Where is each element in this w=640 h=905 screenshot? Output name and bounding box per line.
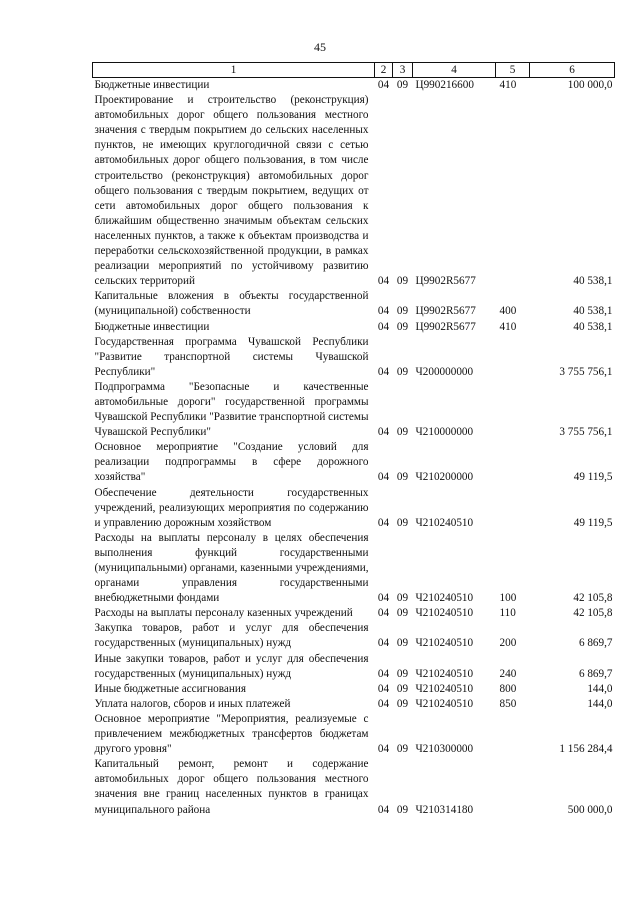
header-col-section: 2 <box>375 63 393 78</box>
row-amount: 42 105,8 <box>573 607 613 620</box>
row-subsection: 09 <box>396 667 409 680</box>
row-subsection: 09 <box>396 365 409 378</box>
page-number: 45 <box>314 40 326 54</box>
row-target-article: Ч210240510 <box>415 682 474 695</box>
row-target-article: Ц9902R5677 <box>415 275 476 288</box>
table-row <box>93 78 615 94</box>
row-name: Иные закупки товаров, работ и услуг для обеспечения государственных (муниципальных) нужд <box>94 652 369 680</box>
row-expense-type: 850 <box>499 697 517 710</box>
row-section: 04 <box>377 667 390 680</box>
row-amount: 40 538,1 <box>573 275 613 288</box>
row-section: 04 <box>377 305 390 318</box>
row-expense-type <box>496 440 530 485</box>
row-name: Основное мероприятие "Создание условий для реализации подпрограммы в сфере дорожного хозяйства" <box>94 441 369 484</box>
row-name: Уплата налогов, сборов и иных платежей <box>94 697 291 710</box>
row-expense-type: 410 <box>499 79 517 91</box>
row-section: 04 <box>377 365 390 378</box>
row-expense-type: 100 <box>499 592 517 605</box>
row-expense-type: 240 <box>499 667 517 680</box>
row-subsection: 09 <box>396 592 409 605</box>
row-expense-type <box>496 757 530 817</box>
table-body <box>93 78 615 818</box>
row-name: Закупка товаров, работ и услуг для обеспечения государственных (муниципальных) нужд <box>94 622 369 650</box>
row-expense-type: 200 <box>499 637 517 650</box>
row-subsection: 09 <box>396 305 409 318</box>
row-target-article: Ч210240510 <box>415 697 474 710</box>
row-name: Капитальные вложения в объекты государственной (муниципальной) собственности <box>94 290 369 318</box>
row-amount: 49 119,5 <box>573 516 613 529</box>
row-section: 04 <box>377 743 390 756</box>
table-row <box>93 320 615 335</box>
table-row <box>93 652 615 682</box>
row-section: 04 <box>377 697 390 710</box>
table-row <box>93 380 615 440</box>
table-header-row <box>93 63 615 78</box>
table-row <box>93 486 615 531</box>
row-subsection: 09 <box>396 803 409 816</box>
row-amount: 144,0 <box>587 682 613 695</box>
row-target-article: Ч200000000 <box>415 365 474 378</box>
row-target-article: Ц9902R5677 <box>415 305 476 318</box>
row-section: 04 <box>377 275 390 288</box>
row-subsection: 09 <box>396 697 409 710</box>
row-name: Основное мероприятие "Мероприятия, реализуемые с привлечением межбюджетных трансфертов бюджетам другого уровня" <box>94 712 369 756</box>
row-amount: 1 156 284,4 <box>559 743 613 756</box>
row-subsection: 09 <box>396 320 409 333</box>
row-target-article: Ц990216600 <box>415 79 474 91</box>
row-name: Подпрограмма "Безопасные и качественные автомобильные дороги" государственной программы Чувашской Республики "Развитие транспортной системы Чувашской Республики" <box>94 380 369 439</box>
table-row <box>93 289 615 319</box>
row-section: 04 <box>377 471 390 484</box>
header-col-target-article: 4 <box>413 63 496 78</box>
row-amount: 6 869,7 <box>578 637 613 650</box>
row-section: 04 <box>377 637 390 650</box>
header-col-subsection: 3 <box>393 63 413 78</box>
row-subsection: 09 <box>396 79 409 91</box>
row-expense-type <box>496 93 530 289</box>
row-subsection: 09 <box>396 743 409 756</box>
row-amount: 500 000,0 <box>567 803 613 816</box>
budget-table <box>92 62 615 818</box>
row-name: Иные бюджетные ассигнования <box>94 682 246 695</box>
row-target-article: Ч210314180 <box>415 803 474 816</box>
row-section: 04 <box>377 320 390 333</box>
row-section: 04 <box>377 592 390 605</box>
row-target-article: Ч210240510 <box>415 592 474 605</box>
row-name: Капитальный ремонт, ремонт и содержание автомобильных дорог общего пользования местного значения вне границ населенных пунктов в границах муниципального района <box>94 758 369 816</box>
row-subsection: 09 <box>396 471 409 484</box>
row-name: Обеспечение деятельности государственных учреждений, реализующих мероприятия по содержанию и управлению дорожным хозяйством <box>94 486 369 529</box>
table-row <box>93 682 615 697</box>
row-expense-type: 110 <box>499 607 516 620</box>
row-name: Расходы на выплаты персоналу в целях обеспечения выполнения функций государственными (муниципальными) органами, казенными учреждениями, органами управления государственными внебюджетными фондами <box>94 531 369 605</box>
table-row <box>93 335 615 380</box>
row-expense-type: 400 <box>499 305 517 318</box>
row-subsection: 09 <box>396 275 409 288</box>
row-section: 04 <box>377 607 390 620</box>
row-target-article: Ч210240510 <box>415 637 474 650</box>
row-target-article: Ч210000000 <box>415 426 474 439</box>
row-amount: 100 000,0 <box>567 79 613 91</box>
row-subsection: 09 <box>396 607 409 620</box>
row-target-article: Ч210240510 <box>415 667 474 680</box>
row-section: 04 <box>377 79 390 91</box>
row-expense-type: 800 <box>499 682 517 695</box>
row-amount: 6 869,7 <box>578 667 613 680</box>
row-target-article: Ч210300000 <box>415 743 474 756</box>
row-target-article: Ч210200000 <box>415 471 474 484</box>
row-target-article: Ц9902R5677 <box>415 320 476 333</box>
row-expense-type <box>496 335 530 380</box>
table-row <box>93 531 615 606</box>
row-amount: 3 755 756,1 <box>559 426 613 439</box>
table-row <box>93 606 615 621</box>
row-name: Государственная программа Чувашской Республики "Развитие транспортной системы Чувашской Республики" <box>94 335 369 378</box>
row-expense-type: 410 <box>499 320 517 333</box>
row-subsection: 09 <box>396 516 409 529</box>
header-col-name: 1 <box>93 63 375 78</box>
row-amount: 3 755 756,1 <box>559 365 613 378</box>
row-expense-type <box>496 380 530 440</box>
table-row <box>93 440 615 485</box>
row-subsection: 09 <box>396 637 409 650</box>
row-section: 04 <box>377 516 390 529</box>
table-row <box>93 621 615 651</box>
row-section: 04 <box>377 682 390 695</box>
row-amount: 42 105,8 <box>573 592 613 605</box>
row-name: Бюджетные инвестиции <box>94 79 210 91</box>
row-expense-type <box>496 486 530 531</box>
table-row <box>93 697 615 712</box>
table-row <box>93 757 615 817</box>
table-row <box>93 93 615 289</box>
header-col-amount: 6 <box>530 63 615 78</box>
table-row <box>93 712 615 757</box>
row-target-article: Ч210240510 <box>415 516 474 529</box>
row-expense-type <box>496 712 530 757</box>
row-name: Бюджетные инвестиции <box>94 320 210 333</box>
row-amount: 49 119,5 <box>573 471 613 484</box>
row-amount: 40 538,1 <box>573 305 613 318</box>
header-col-expense-type: 5 <box>496 63 530 78</box>
row-name: Проектирование и строительство (реконструкция) автомобильных дорог общего пользования местного значения с твердым покрытием до сельских населенных пунктов, не имеющих круглогодичной связи с сетью автомобильных дорог общего пользования, в том числе строительство (реконструкция) автомобильных дорог общего пользования с твердым покрытием, ведущих от сети автомобильных дорог общего пользования к ближайшим общественно значимым объектам сельских населенных пунктов, а также к объектам производства и переработки сельскохозяйственной продукции, в рамках реализации мероприятий по устойчивому развитию сельских территорий <box>94 94 369 288</box>
row-subsection: 09 <box>396 682 409 695</box>
row-amount: 144,0 <box>587 697 613 710</box>
row-amount: 40 538,1 <box>573 320 613 333</box>
row-section: 04 <box>377 803 390 816</box>
row-section: 04 <box>377 426 390 439</box>
row-subsection: 09 <box>396 426 409 439</box>
row-target-article: Ч210240510 <box>415 607 474 620</box>
row-name: Расходы на выплаты персоналу казенных учреждений <box>94 607 353 620</box>
